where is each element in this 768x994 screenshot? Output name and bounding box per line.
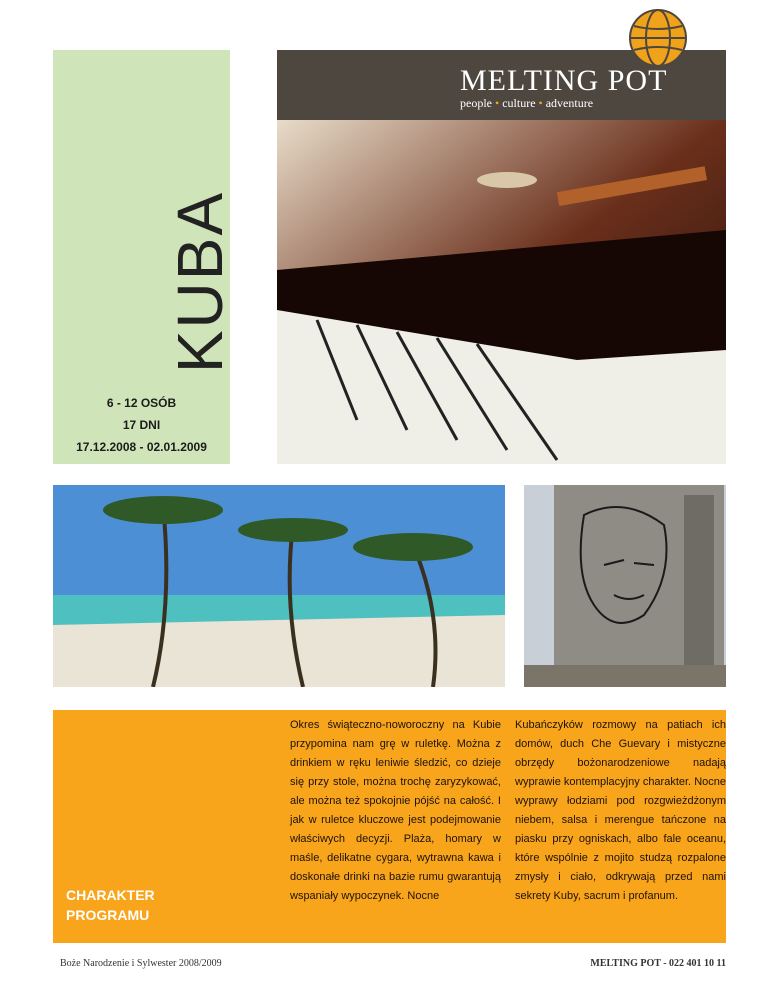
tagline-word: people	[460, 96, 492, 110]
brand-tagline	[460, 96, 593, 111]
footer-event: Boże Narodzenie i Sylwester 2008/2009	[60, 958, 222, 969]
tagline-word: adventure	[545, 96, 594, 110]
date-range: 17.12.2008 - 02.01.2009	[76, 440, 207, 454]
tagline-separator: •	[538, 96, 543, 110]
tagline-word: culture	[502, 96, 536, 110]
footer-contact: MELTING POT - 022 401 10 11	[590, 958, 726, 969]
group-size: 6 - 12 OSÓB	[106, 396, 177, 410]
section-heading-line: PROGRAMU	[66, 907, 150, 923]
tagline-separator: •	[495, 96, 500, 110]
piano-cigar-photo	[277, 120, 726, 464]
beach-palms-photo	[53, 485, 505, 687]
duration: 17 DNI	[122, 418, 161, 432]
section-heading-line: CHARAKTER	[66, 887, 155, 903]
brand-name: MELTING POT	[460, 64, 668, 97]
che-guevara-building-photo	[524, 485, 726, 687]
section-heading	[66, 885, 155, 925]
globe-logo-icon	[628, 8, 688, 68]
body-column-1: Okres świąteczno-noworoczny na Kubie przypomina nam grę w ruletkę. Można z drinkiem w ręku leniwie śledzić, co dzieje się przy stole, można trochę zaryzykować, ale można też spokojnie pójść na całość. I jak w ruletce kluczowe jest podejmowanie właściwych decyzji. Plaża, homary w maśle, delikatne cygara, wytrawna kawa i doskonałe drinki na bazie rumu gwarantują wspaniały wypoczynek. Nocne	[290, 719, 501, 902]
trip-facts	[53, 392, 230, 458]
body-column-2: Kubańczyków rozmowy na patiach ich domów, duch Che Guevary i mistyczne obrzędy bożonarodzeniowe nadają wyprawie kontemplacyjny charakter. Nocne wyprawy łodziami pod rozgwieżdżonym niebem, salsa i merengue tańczone na piasku przy ogniskach, albo fale oceanu, które wspólnie z mojito studzą rozpalone zmysły i ciało, odkrywają przed nami sekrety Kuby, sacrum i profanum.	[515, 719, 726, 902]
destination-title: KUBA	[164, 190, 236, 374]
